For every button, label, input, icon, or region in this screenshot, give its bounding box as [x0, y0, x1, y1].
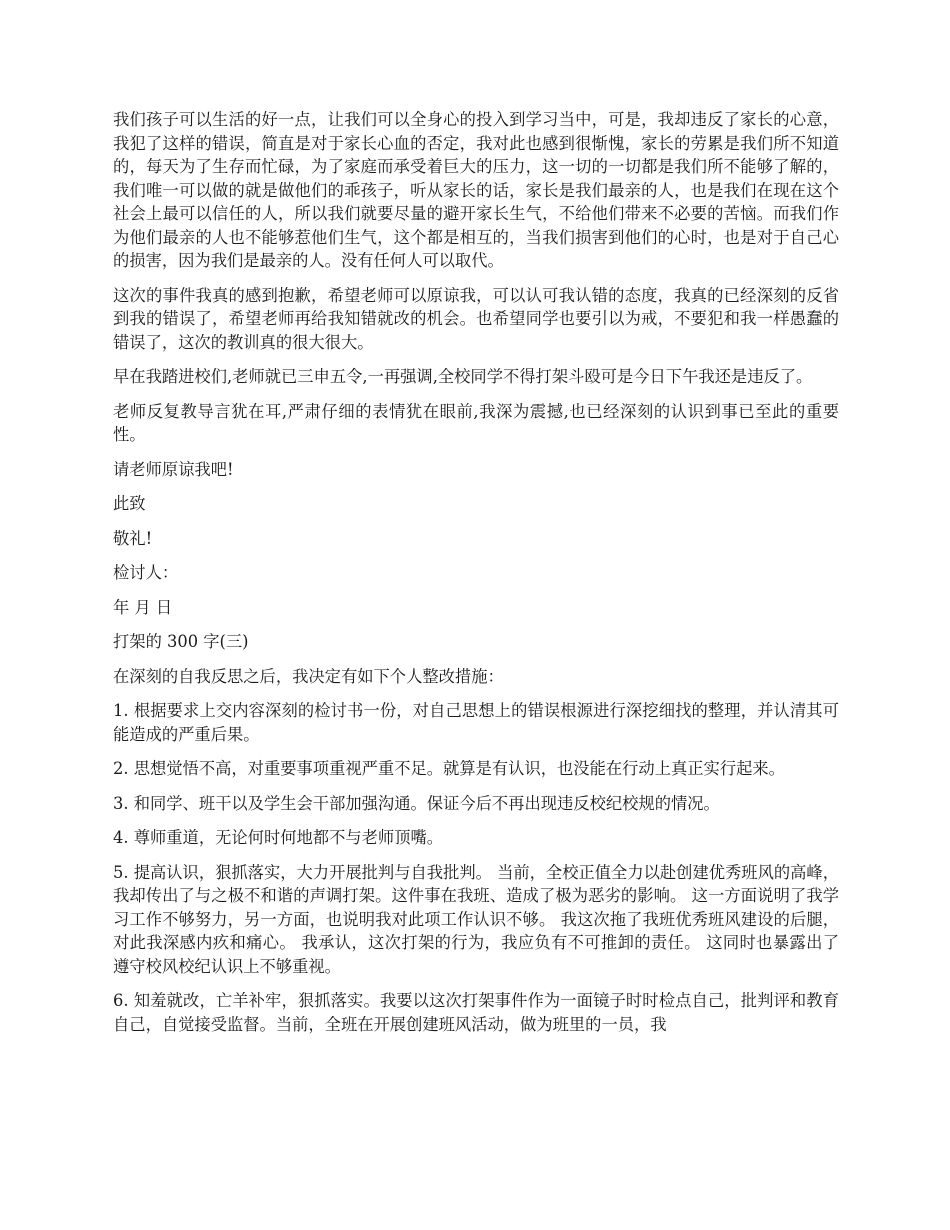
measure-item-4: 4. 尊师重道，无论何时何地都不与老师顶嘴。	[113, 828, 444, 847]
paragraph-teacher-teaching: 老师反复教导言犹在耳,严肃仔细的表情犹在眼前,我深为震撼,也已经深刻的认识到事已至此的重要性。	[113, 401, 839, 444]
measure-item-1: 1. 根据要求上交内容深刻的检讨书一份，对自己思想上的错误根源进行深挖细找的整理，并认清其可能造成的严重后果。	[113, 701, 839, 744]
section-title: 打架的 300 字(三)	[113, 632, 249, 651]
paragraph-apology: 这次的事件我真的感到抱歉，希望老师可以原谅我，可以认可我认错的态度，我真的已经深刻的反省到我的错误了，希望老师再给我知错就改的机会。也希望同学也要引以为戒，不要犯和我一样愚蠢的错误了，这次的教训真的很大很大。	[113, 285, 839, 352]
signature-line: 检讨人：	[113, 563, 179, 582]
measure-item-2: 2. 思想觉悟不高，对重要事项重视严重不足。就算是有认识，也没能在行动上真正实行起来。	[113, 759, 785, 778]
measure-item-6: 6. 知羞就改，亡羊补牢，狠抓落实。我要以这次打架事件作为一面镜子时时检点自己，批判评和教育自己，自觉接受监督。当前，全班在开展创建班风活动，做为班里的一员，我	[113, 991, 839, 1034]
measure-item-3: 3. 和同学、班干以及学生会干部加强沟通。保证今后不再出现违反校纪校规的情况。	[113, 793, 720, 813]
closing-regards: 敬礼!	[113, 528, 153, 548]
paragraph-school-rule: 早在我踏进校们,老师就已三申五令,一再强调,全校同学不得打架斗殴可是今日下午我还是违反了。	[113, 367, 813, 386]
date-line: 年 月 日	[113, 597, 173, 617]
document-body	[113, 108, 839, 1047]
paragraph-request-forgiveness: 请老师原谅我吧!	[113, 459, 234, 479]
measure-item-5: 5. 提高认识，狠抓落实，大力开展批判与自我批判。 当前，全校正值全力以赴创建优秀班风的高峰，我却传出了与之极不和谐的声调打架。这件事在我班、造成了极为恶劣的影响。 这一方面说明了我学习工作不够努力，另一方面，也说明我对此项工作认识不够。 我这次拖了我班优秀班风建设的后腿，对此我深感内疚和痛心。 我承认，这次打架的行为，我应负有不可推卸的责任。 这同时也暴露出了遵守校风校纪认识上不够重视。	[113, 862, 839, 976]
measures-intro: 在深刻的自我反思之后，我决定有如下个人整改措施：	[113, 666, 504, 686]
closing-salutation: 此致	[113, 494, 146, 513]
paragraph-family-reflection: 我们孩子可以生活的好一点，让我们可以全身心的投入到学习当中，可是，我却违反了家长的心意，我犯了这样的错误，简直是对于家长心血的否定，我对此也感到很惭愧，家长的劳累是我们所不知道的，每天为了生存而忙碌，为了家庭而承受着巨大的压力，这一切的一切都是我们所不能够了解的，我们唯一可以做的就是做他们的乖孩子，听从家长的话，家长是我们最亲的人，也是我们在现在这个社会上最可以信任的人，所以我们就要尽量的避开家长生气，不给他们带来不必要的苦恼。而我们作为他们最亲的人也不能够惹他们生气，这个都是相互的，当我们损害到他们的心时，也是对于自己心的损害，因为我们是最亲的人。没有任何人可以取代。	[113, 110, 839, 270]
